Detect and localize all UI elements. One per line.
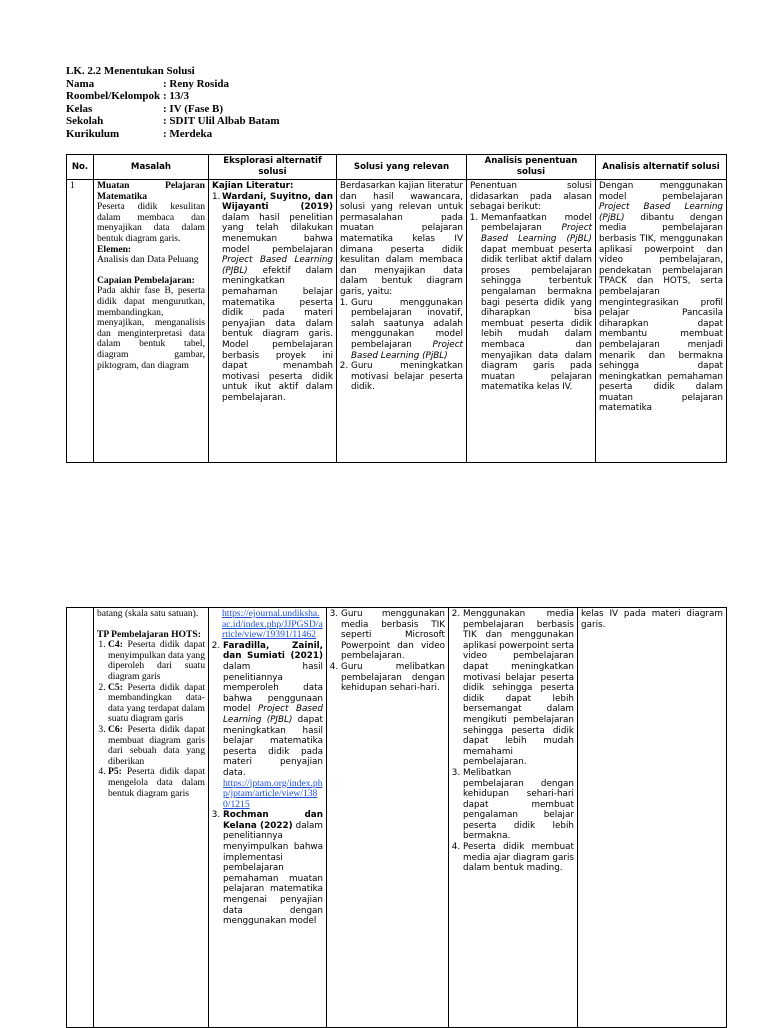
- masalah-text-continued: batang (skala satu satuan).: [97, 608, 199, 619]
- tp-hots-heading: TP Pembelajaran HOTS:: [97, 628, 201, 640]
- col-header-eksplorasi: Eksplorasi alternatif solusi: [209, 155, 337, 180]
- solusi-item-2: 2. Guru meningkatkan motivasi belajar peserta didik.: [351, 361, 463, 393]
- alternatif-cell: [596, 180, 727, 463]
- penentuan-list-continued: [452, 609, 574, 874]
- header-row-kelas: Kelas : IV (Fase B): [66, 102, 223, 115]
- tp-item-c5: 2. C5: Peserta didik dapat membandingkan data-data yang terdapat dalam suatu diagram garis: [108, 683, 205, 725]
- solusi-list: [340, 298, 463, 393]
- tp-item-c6: 3. C6: Peserta didik dapat membuat diagram garis dari sebuah data yang diberikan: [108, 725, 205, 767]
- solution-table-page-1: [66, 154, 727, 463]
- row-number: 1: [67, 180, 94, 463]
- literature-list-continued: [212, 641, 323, 927]
- alternatif-cell-continued: [578, 608, 727, 1028]
- penentuan-item-1: 1. Memanfaatkan model pembelajaran Project Based Learning (PjBL) dapat membuat peserta didik terlibat aktif dalam proses pembelajaran sehingga terbentuk pengalaman bermakna bagi peserta didik yang diharapkan bisa membuat peserta didik lebih mudah dalam membaca dan menyajikan data dalam diagram garis pada muatan pelajaran matematika kelas IV.: [481, 213, 592, 393]
- table-header-row: [67, 155, 727, 180]
- masalah-heading-capaian: Capaian Pembelajaran:: [97, 274, 195, 286]
- penentuan-item-4: 4. Peserta didik membuat media ajar diagram garis dalam bentuk mading.: [463, 842, 574, 874]
- col-header-masalah: Masalah: [94, 155, 209, 180]
- tp-hots-list: [97, 640, 205, 799]
- header-row-nama: Nama : Reny Rosida: [66, 77, 230, 90]
- solusi-cell-continued: [327, 608, 449, 1028]
- document-title: LK. 2.2 Menentukan Solusi: [66, 65, 195, 77]
- literature-item-2: 2. Faradilla, Zainil, dan Sumiati (2021) dalam hasil penelitiannya memperoleh data bahwa penggunaan model Project Based Learning (PJBL) dapat meningkatkan hasil belajar matematika peserta didik pada materi penyajian data. https://jptam.org/index.php/jptam/article/view/1380/1215: [223, 641, 323, 811]
- header-row-kelompok: Roombel/Kelompok : 13/3: [66, 90, 189, 103]
- solusi-cell: [337, 180, 467, 463]
- col-header-alternatif: Analisis alternatif solusi: [596, 155, 727, 180]
- masalah-cell-continued: [94, 608, 209, 1028]
- kajian-literatur-heading: Kajian Literatur:: [212, 181, 294, 191]
- eksplorasi-cell: [209, 180, 337, 463]
- masalah-cell: [94, 180, 209, 463]
- solusi-item-4: 4. Guru melibatkan pembelajaran dengan kehidupan sehari-hari.: [341, 662, 445, 694]
- penentuan-cell-continued: [449, 608, 578, 1028]
- alternatif-text: Dengan menggunakan model pembelajaran Project Based Learning (PjBL) dibantu dengan media pembelajaran berbasis TIK, menggunakan aplikasi powerpoint dan video pembelajaran, pendekatan pembelajaran TPACK dan HOTS, serta pembelajaran mengintegrasikan profil pelajar Pancasila diharapkan dapat membantu membuat pembelajaran menjadi menarik dan bermakna sehingga dapat meningkatkan pemahaman peserta didik dalam muatan pelajaran matematika: [599, 181, 723, 414]
- col-header-solusi: Solusi yang relevan: [337, 155, 467, 180]
- masalah-text-capaian: Pada akhir fase B, peserta didik dapat mengurutkan, membandingkan, menyajikan, menganalisis dan menginterpretasi data dalam bentuk tabel, diagram gambar, piktogram, dan diagram: [97, 285, 205, 371]
- table-row: [67, 608, 727, 1028]
- solution-table-page-2: [66, 607, 727, 1028]
- table-row: [67, 180, 727, 463]
- solusi-list-continued: [330, 609, 445, 694]
- tp-item-p5: 4. P5: Peserta didik dapat mengelola data dalam bentuk diagram garis: [108, 767, 205, 799]
- penentuan-intro: Penentuan solusi didasarkan pada alasan sebagai berikut:: [470, 181, 592, 213]
- penentuan-cell: [467, 180, 596, 463]
- masalah-heading-muatan: Muatan Pelajaran Matematika: [97, 180, 205, 202]
- solusi-item-1: 1. Guru menggunakan pembelajaran inovatif, salah saatunya adalah menggunakan model pembelajaran Project Based Learning (PjBL): [351, 298, 463, 362]
- penentuan-list: [470, 213, 592, 393]
- literature-item-3: 3. Rochman dan Kelana (2022) dalam penelitiannya menyimpulkan bahwa implementasi pembelajaran pemahaman muatan pelajaran matematika mengenai penyajian data dengan menggunakan model: [223, 810, 323, 927]
- journal-link-2[interactable]: https://jptam.org/index.php/jptam/article/view/1380/1215: [223, 777, 323, 810]
- row-number-continued: [67, 608, 94, 1028]
- penentuan-item-2: 2. Menggunakan media pembelajaran berbasis TIK dan menggunakan aplikasi powerpoint serta video pembelajaran dapat meningkatkan motivasi belajar peserta didik sehingga peserta didik dapat lebih bersemangat dalam mengikuti pembelajaran sehingga peserta didik dapat lebih mudah memahami pembelajaran.: [463, 609, 574, 768]
- masalah-text-kesulitan: Peserta didik kesulitan dalam membaca dan menyajikan data dalam bentuk diagram garis.: [97, 201, 205, 244]
- solusi-item-3: 3. Guru menggunakan media berbasis TIK seperti Microsoft Powerpoint dan video pembelajaran.: [341, 609, 445, 662]
- document-header: [66, 65, 280, 141]
- alternatif-text-continued: kelas IV pada materi diagram garis.: [581, 609, 723, 630]
- journal-link-1[interactable]: https://ejournal.undiksha.ac.id/index.php/JJPGSD/article/view/19391/11462: [222, 608, 323, 641]
- col-header-penentuan: Analisis penentuan solusi: [467, 155, 596, 180]
- header-row-kurikulum: Kurikulum : Merdeka: [66, 127, 213, 140]
- header-row-sekolah: Sekolah : SDIT Ulil Albab Batam: [66, 115, 280, 128]
- tp-item-c4: 1. C4: Peserta didik dapat menyimpulkan data yang diperoleh dari suatu diagram garis: [108, 640, 205, 682]
- solusi-intro: Berdasarkan kajian literatur dan hasil wawancara, solusi yang relevan untuk permasalahan pada muatan pelajaran matematika kelas IV dimana peserta didik kesulitan dalam membaca dan menyajikan data dalam bentuk diagram garis, yaitu:: [340, 181, 463, 297]
- masalah-heading-elemen: Elemen:: [97, 243, 132, 255]
- masalah-text-elemen: Analisis dan Data Peluang: [97, 254, 199, 266]
- col-header-no: No.: [67, 155, 94, 180]
- penentuan-item-3: 3. Melibatkan pembelajaran dengan kehidupan sehari-hari dapat membuat pengalaman belajar peserta didik lebih bermakna.: [463, 768, 574, 842]
- literature-item-1: 1. Wardani, Suyitno, dan Wijayanti (2019) dalam hasil penelitian yang telah dilakukan menemukan bahwa model pembelajaran Project Based Learning (PJBL) efektif dalam meningkatkan pemahaman belajar matematika peserta didik pada materi penyajian data dalam bentuk diagram garis. Model pembelajaran berbasis proyek ini dapat menambah motivasi peserta didik untuk ikut aktif dalam pembelajaran.: [212, 191, 333, 403]
- eksplorasi-cell-continued: [209, 608, 327, 1028]
